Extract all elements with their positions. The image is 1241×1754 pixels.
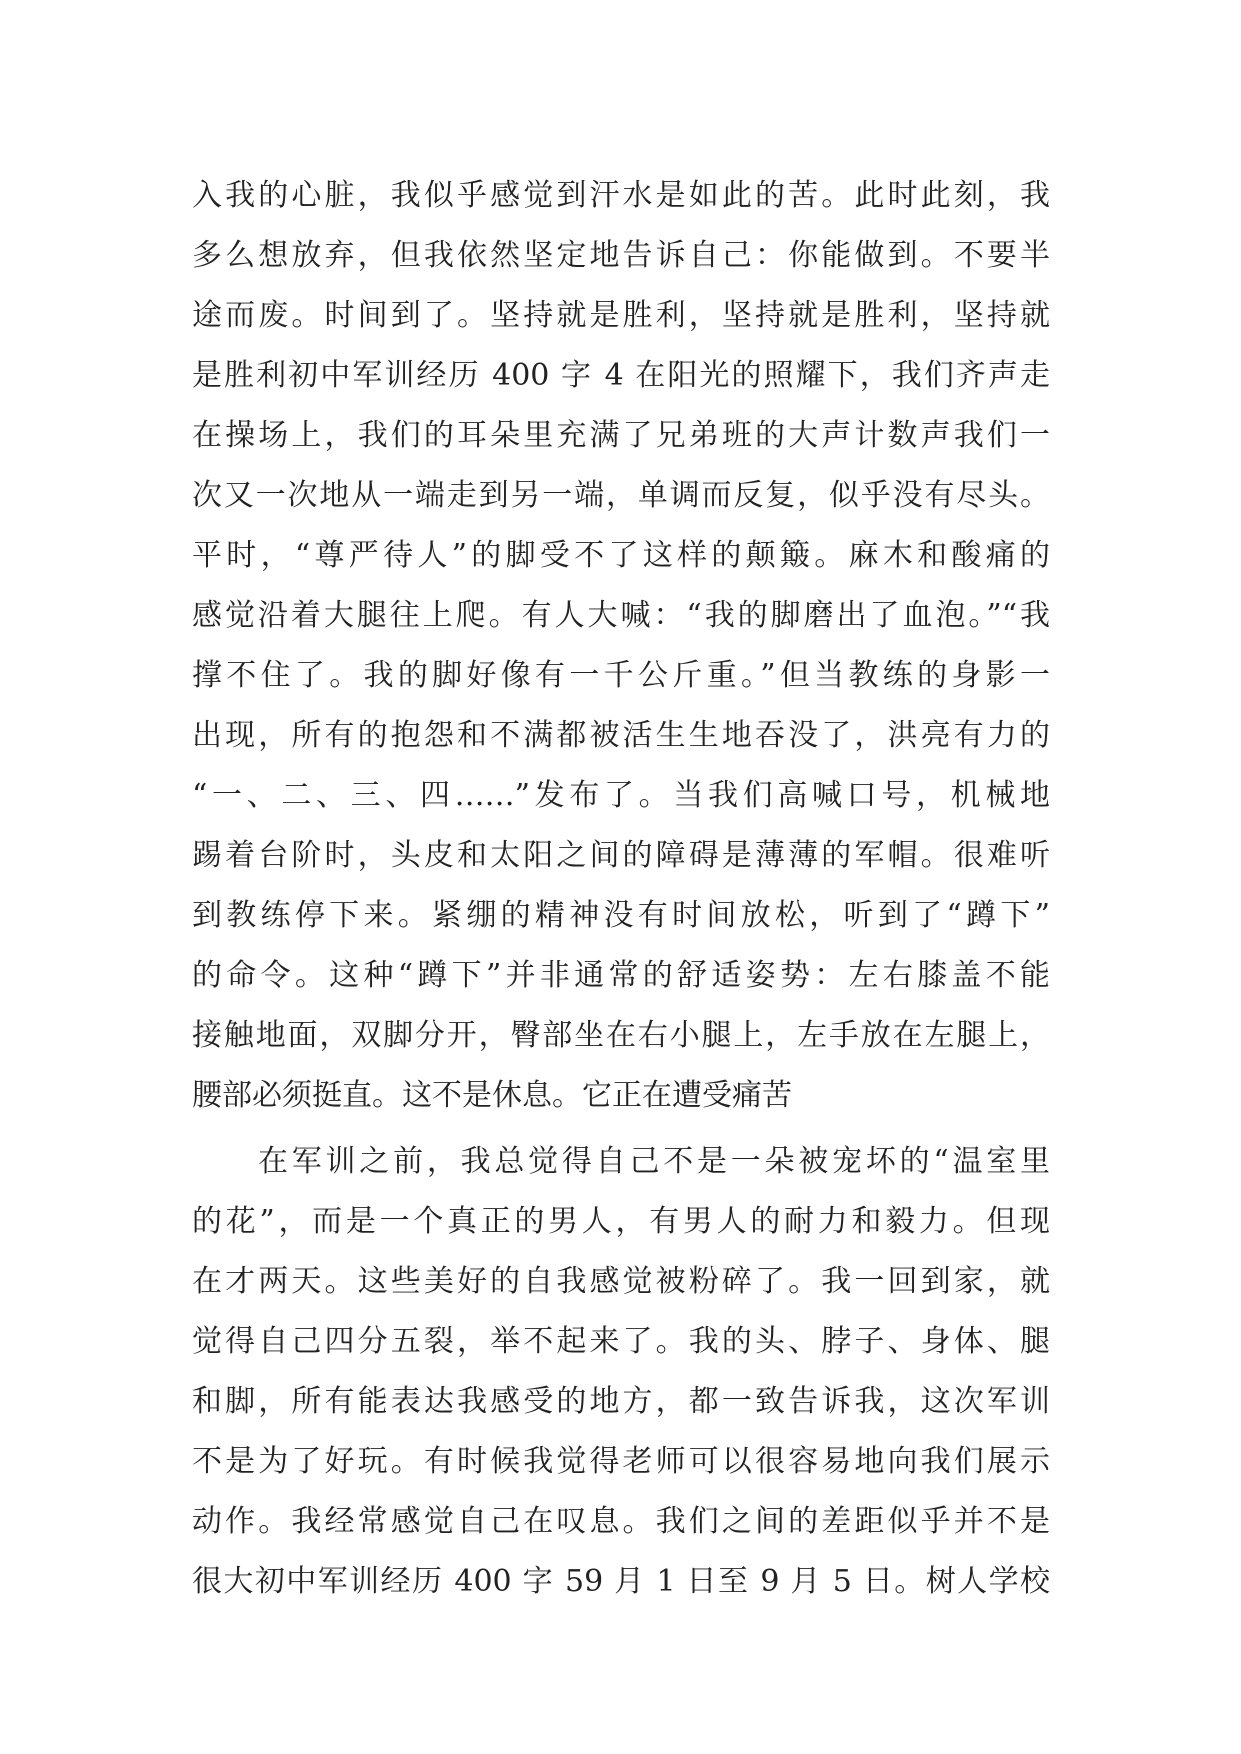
text-line: 觉得自己四分五裂，举不起来了。我的头、脖子、身体、腿 — [192, 1324, 1050, 1359]
text-line: 在军训之前，我总觉得自己不是一朵被宠坏的“温室里 — [258, 1144, 1050, 1179]
text-line: 和脚，所有能表达我感受的地方，都一致告诉我，这次军训 — [192, 1384, 1050, 1419]
text-line: 不是为了好玩。有时候我觉得老师可以很容易地向我们展示 — [192, 1444, 1050, 1479]
text-line: 撑不住了。我的脚好像有一千公斤重。”但当教练的身影一 — [192, 658, 1050, 693]
text-line: 很大初中军训经历 400 字 59 月 1 日至 9 月 5 日。树人学校 — [192, 1564, 1050, 1599]
paragraph-1 — [192, 166, 1050, 1126]
text-line: 腰部必须挺直。这不是休息。它正在遭受痛苦 — [192, 1078, 792, 1113]
text-line: 次又一次地从一端走到另一端，单调而反复，似乎没有尽头。 — [192, 478, 1050, 513]
text-line: 途而废。时间到了。坚持就是胜利，坚持就是胜利，坚持就 — [192, 298, 1050, 333]
paragraph-2 — [192, 1132, 1050, 1612]
text-line: 到教练停下来。紧绷的精神没有时间放松，听到了“蹲下” — [192, 898, 1050, 933]
text-line: 的命令。这种“蹲下”并非通常的舒适姿势：左右膝盖不能 — [192, 958, 1050, 993]
text-line: 多么想放弃，但我依然坚定地告诉自己：你能做到。不要半 — [192, 238, 1050, 273]
text-line: 是胜利初中军训经历 400 字 4 在阳光的照耀下，我们齐声走 — [192, 358, 1050, 393]
text-line: 在操场上，我们的耳朵里充满了兄弟班的大声计数声我们一 — [192, 418, 1050, 453]
text-line: 动作。我经常感觉自己在叹息。我们之间的差距似乎并不是 — [192, 1504, 1050, 1539]
text-line: 的花”，而是一个真正的男人，有男人的耐力和毅力。但现 — [192, 1204, 1050, 1239]
text-line: 在才两天。这些美好的自我感觉被粉碎了。我一回到家，就 — [192, 1264, 1050, 1299]
text-line: 入我的心脏，我似乎感觉到汗水是如此的苦。此时此刻，我 — [192, 178, 1050, 213]
text-line: “一、二、三、四……”发布了。当我们高喊口号，机械地 — [192, 778, 1050, 813]
text-line: 踢着台阶时，头皮和太阳之间的障碍是薄薄的军帽。很难听 — [192, 838, 1050, 873]
document-body — [192, 166, 1050, 1612]
text-line: 出现，所有的抱怨和不满都被活生生地吞没了，洪亮有力的 — [192, 718, 1050, 753]
text-line: 平时，“尊严待人”的脚受不了这样的颠簸。麻木和酸痛的 — [192, 538, 1050, 573]
text-line: 感觉沿着大腿往上爬。有人大喊：“我的脚磨出了血泡。”“我 — [192, 598, 1050, 633]
text-line: 接触地面，双脚分开，臀部坐在右小腿上，左手放在左腿上， — [192, 1018, 1050, 1053]
